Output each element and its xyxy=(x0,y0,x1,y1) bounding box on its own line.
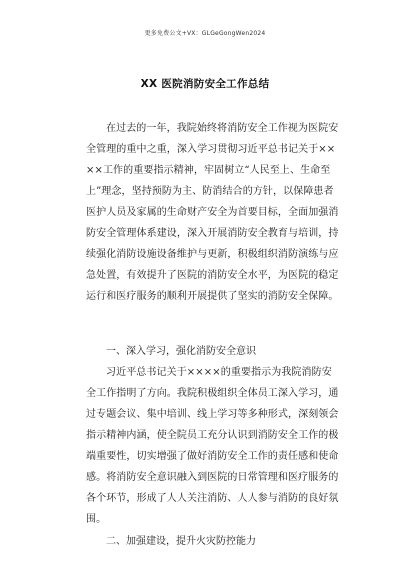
paragraph-line: 全工作指明了方向。我院积极组织全体员工深入学习，通 xyxy=(86,388,339,399)
paragraph-line: 在过去的一年，我院始终将消防安全工作视为医院安 xyxy=(106,123,339,134)
paragraph-line: 上”理念，坚持预防为主、防消结合的方针，以保障患者 xyxy=(86,186,334,197)
paragraph-line: ××工作的重要指示精神，牢固树立“人民至上、生命至 xyxy=(86,165,331,176)
paragraph-line: 感。将消防安全意识融入到医院的日常管理和医疗服务的 xyxy=(86,472,339,483)
paragraph-line: 急处置，有效提升了医院的消防安全水平，为医院的稳定 xyxy=(86,270,339,281)
paragraph-intro xyxy=(86,118,339,307)
paragraph-line: 全管理的重中之重，深入学习贯彻习近平总书记关于×× xyxy=(86,144,336,155)
header-watermark: 更多免费公文+VX：GLGeGongWen2024 xyxy=(144,30,266,37)
document-title: XX 医院消防安全工作总结 xyxy=(140,78,270,90)
paragraph-line: 运行和医疗服务的顺利开展提供了坚实的消防安全保障。 xyxy=(86,291,339,302)
paragraph-line: 防安全管理体系建设，深入开展消防安全教育与培训，持 xyxy=(86,228,339,239)
paragraph-section-1 xyxy=(86,362,339,530)
section-heading-2: 二、加强建设，提升火灾防控能力 xyxy=(106,536,256,547)
paragraph-line: 围。 xyxy=(86,514,107,525)
paragraph-line: 习近平总书记关于××××的重要指示为我院消防安 xyxy=(106,367,332,378)
paragraph-line: 续强化消防设施设备维护与更新，积极组织消防演练与应 xyxy=(86,249,339,260)
paragraph-line: 端重要性，切实增强了做好消防安全工作的责任感和使命 xyxy=(86,451,339,462)
paragraph-line: 指示精神内涵，使全院员工充分认识到消防安全工作的极 xyxy=(86,430,339,441)
section-heading-1: 一、深入学习，强化消防安全意识 xyxy=(106,346,256,357)
paragraph-line: 医护人员及家属的生命财产安全为首要目标，全面加强消 xyxy=(86,207,339,218)
paragraph-line: 过专题会议、集中培训、线上学习等多种形式，深刻领会 xyxy=(86,409,339,420)
paragraph-line: 各个环节，形成了人人关注消防、人人参与消防的良好氛 xyxy=(86,493,339,504)
